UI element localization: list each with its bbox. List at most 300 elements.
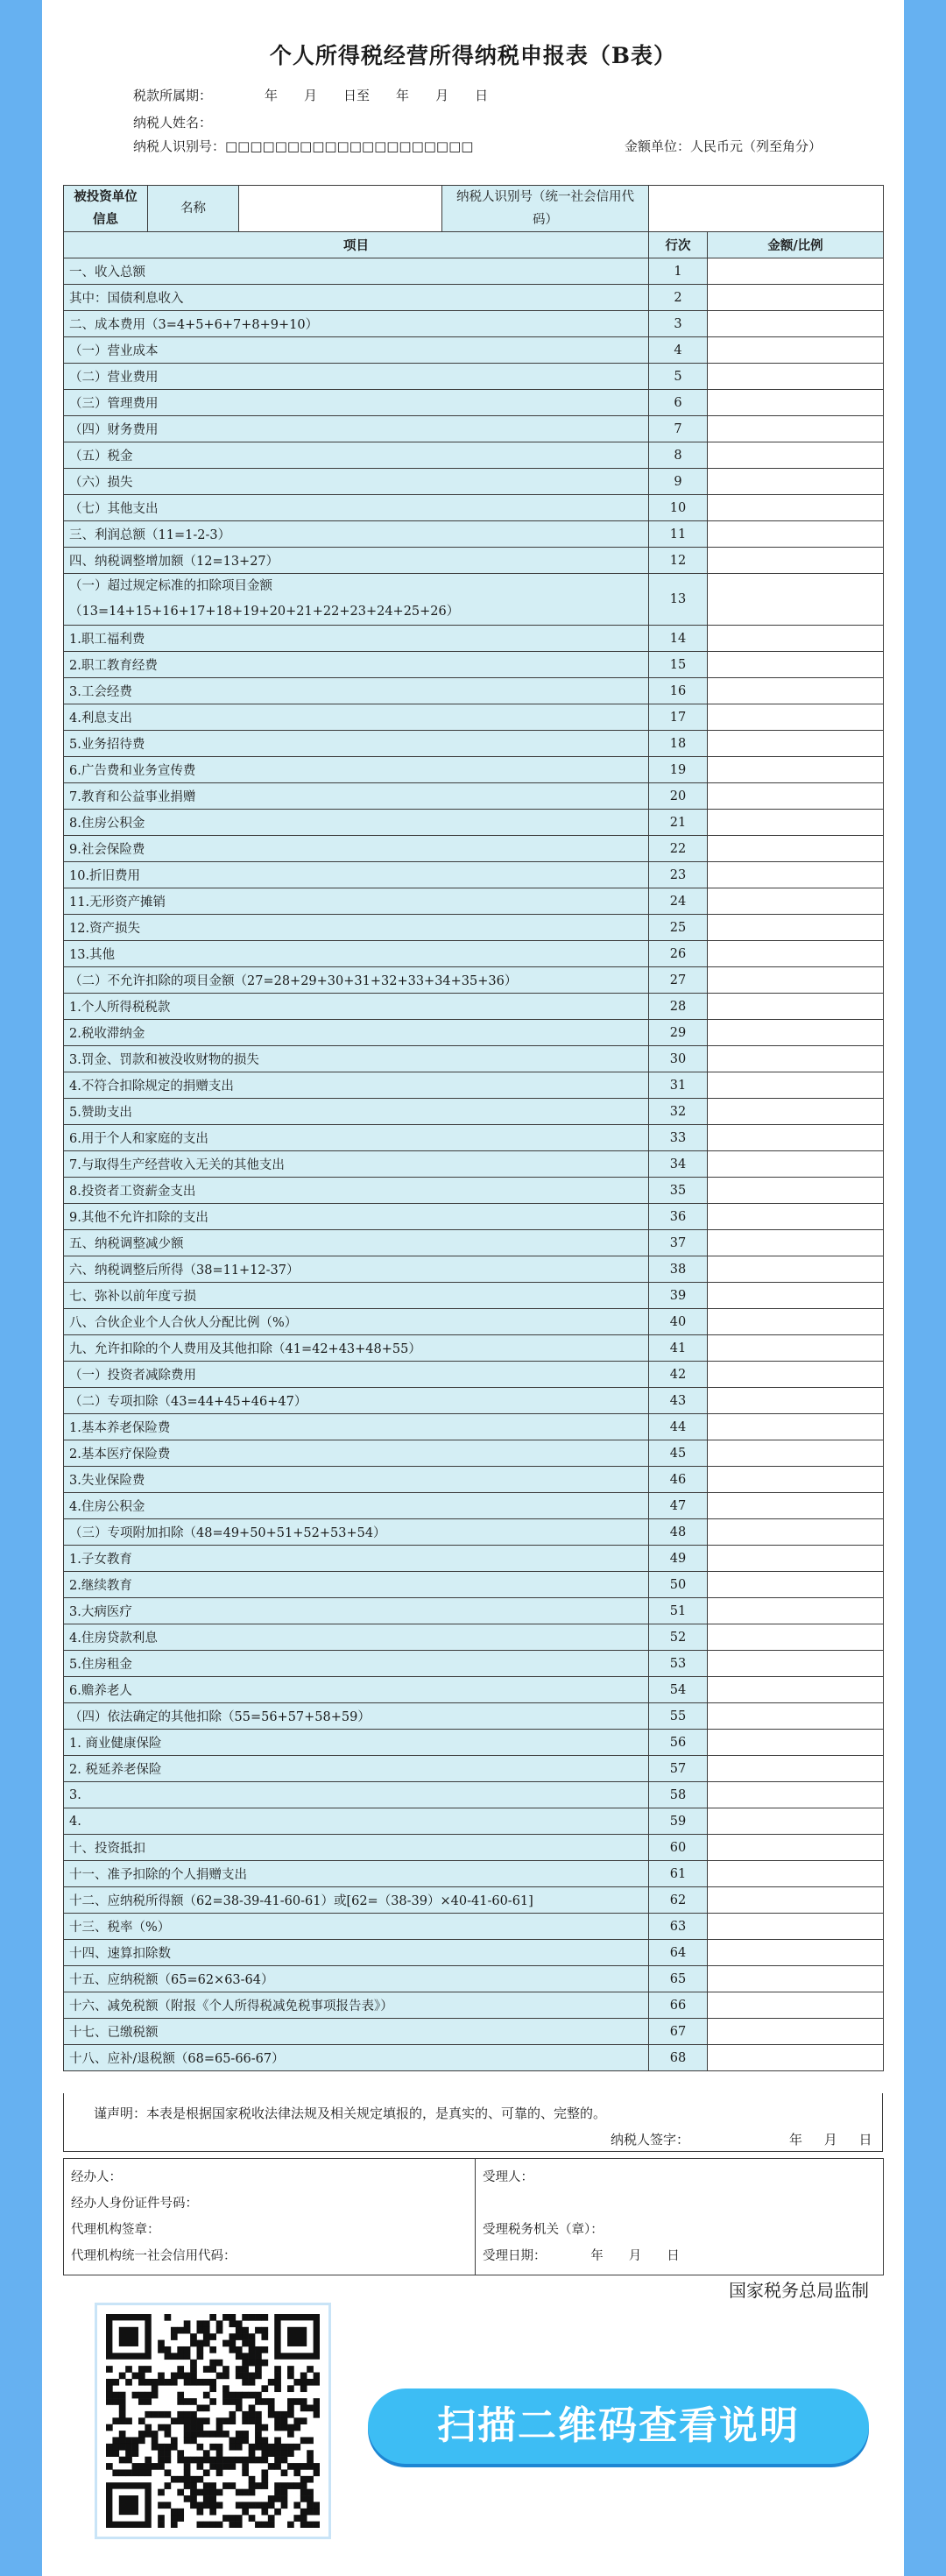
row-line-number: 29 [649, 1020, 708, 1046]
row-label: （二）不允许扣除的项目金额（27=28+29+30+31+32+33+34+35+36） [64, 967, 649, 994]
row-amount-field[interactable] [708, 704, 884, 731]
row-amount-field[interactable] [708, 1230, 884, 1256]
row-amount-field[interactable] [708, 1362, 884, 1388]
qr-module [165, 2502, 172, 2509]
qr-module [112, 2437, 119, 2444]
row-label: 9.其他不允许扣除的支出 [64, 1204, 649, 1230]
row-amount-field[interactable] [708, 1335, 884, 1362]
row-amount-field[interactable] [708, 967, 884, 994]
qr-module [119, 2457, 126, 2464]
qr-module [132, 2444, 139, 2451]
row-amount-field[interactable] [708, 1966, 884, 1992]
row-amount-field[interactable] [708, 1730, 884, 1756]
period-field-4: 月 [435, 88, 449, 103]
qr-module [132, 2469, 139, 2476]
qr-module [197, 2489, 204, 2496]
qr-module [209, 2457, 216, 2464]
qr-module [165, 2379, 172, 2386]
qr-module [184, 2457, 191, 2464]
row-label: 3.罚金、罚款和被没收财物的损失 [64, 1046, 649, 1072]
row-amount-field[interactable] [708, 1020, 884, 1046]
row-amount-field[interactable] [708, 1598, 884, 1624]
row-amount-field[interactable] [708, 1467, 884, 1493]
qr-module [293, 2398, 300, 2405]
qr-module [165, 2450, 172, 2457]
qr-module [184, 2437, 191, 2444]
row-amount-field[interactable] [708, 1835, 884, 1861]
receiver-label[interactable]: 受理人： [483, 2170, 533, 2184]
qr-module [255, 2411, 262, 2418]
qr-module [242, 2489, 249, 2496]
row-amount-field[interactable] [708, 1046, 884, 1072]
qr-module [106, 2366, 113, 2373]
row-amount-field[interactable] [708, 810, 884, 836]
row-amount-field[interactable] [708, 1388, 884, 1414]
qr-module [249, 2450, 256, 2457]
qr-module [184, 2431, 191, 2438]
qr-module [274, 2379, 281, 2386]
row-line-number: 18 [649, 731, 708, 757]
row-amount-field[interactable] [708, 862, 884, 888]
qr-module [229, 2333, 236, 2340]
row-line-number: 3 [649, 311, 708, 337]
row-amount-field[interactable] [708, 337, 884, 364]
qr-module [242, 2431, 249, 2438]
qr-module [209, 2379, 216, 2386]
row-line-number: 13 [649, 574, 708, 626]
qr-module [249, 2340, 256, 2347]
qr-module [249, 2502, 256, 2509]
row-label: 一、收入总额 [64, 258, 649, 285]
qr-module [300, 2476, 307, 2483]
row-line-number: 44 [649, 1414, 708, 1440]
row-amount-field[interactable] [708, 1519, 884, 1546]
qr-module [281, 2495, 288, 2502]
qr-module [125, 2444, 132, 2451]
qr-module [236, 2431, 243, 2438]
qr-module [190, 2489, 197, 2496]
row-line-number: 55 [649, 1703, 708, 1730]
qr-module [300, 2379, 307, 2386]
qr-module [229, 2522, 236, 2528]
qr-module [236, 2320, 243, 2327]
row-label: 6.赡养老人 [64, 1677, 649, 1703]
row-amount-field[interactable] [708, 2019, 884, 2045]
qr-module [274, 2450, 281, 2457]
qr-module [293, 2469, 300, 2476]
row-amount-field[interactable] [708, 1493, 884, 1519]
qr-module [255, 2314, 262, 2321]
row-label: 8.住房公积金 [64, 810, 649, 836]
qr-module [249, 2457, 256, 2464]
qr-module [249, 2476, 256, 2483]
qr-module [138, 2463, 145, 2470]
qr-module [112, 2444, 119, 2451]
form-row [64, 1598, 884, 1624]
form-row [64, 967, 884, 994]
form-row [64, 390, 884, 416]
row-label: 3.大病医疗 [64, 1598, 649, 1624]
form-row [64, 1703, 884, 1730]
qr-module [184, 2327, 191, 2334]
form-row [64, 1651, 884, 1677]
row-amount-field[interactable] [708, 1782, 884, 1808]
qr-module [216, 2502, 223, 2509]
row-amount-field[interactable] [708, 1703, 884, 1730]
qr-module [229, 2320, 236, 2327]
qr-module [314, 2522, 320, 2528]
qr-module [242, 2327, 249, 2334]
qr-module [236, 2457, 243, 2464]
qr-module [184, 2346, 191, 2353]
qr-module [287, 2405, 294, 2412]
row-amount-field[interactable] [708, 1677, 884, 1703]
qr-module [209, 2333, 216, 2340]
qr-module [314, 2398, 320, 2405]
qr-module [249, 2373, 256, 2380]
qr-module [249, 2346, 256, 2353]
row-amount-field[interactable] [708, 311, 884, 337]
form-row [64, 469, 884, 495]
scan-qr-button[interactable]: 扫描二维码查看说明 [368, 2388, 869, 2464]
row-amount-field[interactable] [708, 1309, 884, 1335]
row-amount-field[interactable] [708, 1283, 884, 1309]
row-line-number: 48 [649, 1519, 708, 1546]
form-row [64, 704, 884, 731]
row-amount-field[interactable] [708, 469, 884, 495]
row-label: 6.广告费和业务宣传费 [64, 757, 649, 783]
qr-module [287, 2522, 294, 2528]
row-amount-field[interactable] [708, 1887, 884, 1914]
qr-module [222, 2457, 229, 2464]
qr-module [197, 2340, 204, 2347]
row-line-number: 6 [649, 390, 708, 416]
row-amount-field[interactable] [708, 285, 884, 311]
qr-module [203, 2366, 210, 2373]
row-label: （二）营业费用 [64, 364, 649, 390]
agent-label[interactable]: 经办人： [71, 2170, 122, 2184]
row-label: 1.子女教育 [64, 1546, 649, 1572]
row-line-number: 49 [649, 1546, 708, 1572]
investee-name-field[interactable] [239, 186, 442, 232]
row-amount-field[interactable] [708, 1624, 884, 1651]
row-amount-field[interactable] [708, 1914, 884, 1940]
row-amount-field[interactable] [708, 442, 884, 469]
qr-module [132, 2373, 139, 2380]
row-amount-field[interactable] [708, 1440, 884, 1467]
qr-module [203, 2482, 210, 2489]
qr-module [209, 2495, 216, 2502]
row-amount-field[interactable] [708, 1151, 884, 1178]
taxpayer-id-label: 纳税人识别号：□□□□□□□□□□□□□□□□□□□□ [133, 138, 474, 154]
qr-module [314, 2509, 320, 2516]
qr-module [293, 2482, 300, 2489]
qr-module [222, 2482, 229, 2489]
qr-module [242, 2392, 249, 2399]
qr-module [190, 2502, 197, 2509]
qr-module [236, 2366, 243, 2373]
currency-unit-label: 金额单位：人民币元（列至角分） [625, 138, 822, 154]
form-row [64, 2019, 884, 2045]
row-amount-field[interactable] [708, 1651, 884, 1677]
row-amount-field[interactable] [708, 258, 884, 285]
qr-module [171, 2353, 178, 2360]
qr-module [307, 2457, 314, 2464]
investee-taxid-field[interactable] [649, 186, 884, 232]
qr-module [222, 2431, 229, 2438]
qr-module [268, 2522, 275, 2528]
row-line-number: 66 [649, 1992, 708, 2019]
row-amount-field[interactable] [708, 1572, 884, 1598]
form-row [64, 1782, 884, 1808]
row-label: 十、投资抵扣 [64, 1835, 649, 1861]
row-amount-field[interactable] [708, 652, 884, 678]
qr-module [152, 2463, 159, 2470]
row-label: 2.继续教育 [64, 1572, 649, 1598]
qr-module [255, 2457, 262, 2464]
qr-module [249, 2353, 256, 2360]
qr-module [203, 2502, 210, 2509]
qr-module [145, 2366, 152, 2373]
row-line-number: 34 [649, 1151, 708, 1178]
qr-module [300, 2373, 307, 2380]
form-row [64, 731, 884, 757]
qr-module [119, 2411, 126, 2418]
row-amount-field[interactable] [708, 1099, 884, 1125]
investee-taxid-label: 纳税人识别号（统一社会信用代码） [442, 186, 649, 232]
qr-module [197, 2379, 204, 2386]
row-line-number: 7 [649, 416, 708, 442]
row-amount-field[interactable] [708, 1178, 884, 1204]
row-amount-field[interactable] [708, 1861, 884, 1887]
qr-module [190, 2398, 197, 2405]
agency-credit-code-label[interactable]: 代理机构统一社会信用代码： [71, 2249, 236, 2263]
row-label: （七）其他支出 [64, 495, 649, 521]
qr-module [125, 2417, 132, 2424]
qr-module [249, 2489, 256, 2496]
row-amount-field[interactable] [708, 941, 884, 967]
form-row [64, 1624, 884, 1651]
row-label: 4.不符合扣除规定的捐赠支出 [64, 1072, 649, 1099]
qr-module [184, 2398, 191, 2405]
qr-module [261, 2333, 268, 2340]
form-row [64, 285, 884, 311]
qr-module [125, 2469, 132, 2476]
form-row [64, 652, 884, 678]
qr-module [106, 2392, 113, 2399]
qr-module [203, 2522, 210, 2528]
row-line-number: 17 [649, 704, 708, 731]
row-amount-field[interactable] [708, 836, 884, 862]
qr-module [177, 2515, 184, 2522]
qr-module [165, 2444, 172, 2451]
period-label: 税款所属期： [133, 88, 213, 103]
form-row [64, 1125, 884, 1151]
qr-module [203, 2417, 210, 2424]
qr-finder-pattern [287, 2327, 307, 2346]
row-amount-field[interactable] [708, 1256, 884, 1283]
qr-module [255, 2360, 262, 2367]
row-amount-field[interactable] [708, 1125, 884, 1151]
qr-module [236, 2392, 243, 2399]
qr-finder-pattern [119, 2327, 138, 2346]
qr-module [119, 2437, 126, 2444]
row-amount-field[interactable] [708, 757, 884, 783]
agent-info-cell [64, 2159, 476, 2275]
qr-module [287, 2366, 294, 2373]
form-row [64, 626, 884, 652]
qr-module [261, 2385, 268, 2392]
qr-module [106, 2424, 113, 2431]
qr-module [314, 2405, 320, 2412]
qr-module [138, 2469, 145, 2476]
qr-module [222, 2385, 229, 2392]
qr-code[interactable] [95, 2303, 331, 2539]
receiver-info-cell [476, 2159, 884, 2275]
form-row [64, 915, 884, 941]
form-row [64, 311, 884, 337]
qr-module [236, 2398, 243, 2405]
row-label: 9.社会保险费 [64, 836, 649, 862]
qr-module [171, 2417, 178, 2424]
row-amount-field[interactable] [708, 731, 884, 757]
qr-module [190, 2366, 197, 2373]
form-row [64, 1099, 884, 1125]
qr-module [255, 2373, 262, 2380]
qr-module [249, 2314, 256, 2321]
row-amount-field[interactable] [708, 2045, 884, 2071]
qr-module [261, 2424, 268, 2431]
row-line-number: 39 [649, 1283, 708, 1309]
row-amount-field[interactable] [708, 1808, 884, 1835]
form-row [64, 1072, 884, 1099]
qr-module [274, 2373, 281, 2380]
qr-module [112, 2398, 119, 2405]
qr-module [177, 2417, 184, 2424]
row-label: 二、成本费用（3=4+5+6+7+8+9+10） [64, 311, 649, 337]
row-line-number: 46 [649, 1467, 708, 1493]
qr-module [177, 2411, 184, 2418]
qr-module [268, 2398, 275, 2405]
qr-module [249, 2360, 256, 2367]
qr-module [287, 2398, 294, 2405]
row-amount-field[interactable] [708, 888, 884, 915]
signature-label[interactable]: 纳税人签字： [611, 2132, 690, 2148]
row-amount-field[interactable] [708, 1992, 884, 2019]
qr-module [249, 2515, 256, 2522]
agent-id-label[interactable]: 经办人身份证件号码： [71, 2197, 198, 2211]
qr-module [209, 2314, 216, 2321]
qr-module [171, 2437, 178, 2444]
row-amount-field[interactable] [708, 626, 884, 652]
row-amount-field[interactable] [708, 390, 884, 416]
qr-module [106, 2450, 113, 2457]
row-amount-field[interactable] [708, 994, 884, 1020]
row-amount-field[interactable] [708, 1756, 884, 1782]
qr-module [184, 2373, 191, 2380]
row-label: （三）管理费用 [64, 390, 649, 416]
row-label: 十三、税率（%） [64, 1914, 649, 1940]
qr-module [281, 2502, 288, 2509]
qr-module [293, 2515, 300, 2522]
receiving-authority-label[interactable]: 受理税务机关（章）： [483, 2223, 604, 2237]
row-amount-field[interactable] [708, 574, 884, 626]
qr-module [184, 2379, 191, 2386]
row-line-number: 59 [649, 1808, 708, 1835]
row-line-number: 35 [649, 1178, 708, 1204]
form-row [64, 1677, 884, 1703]
row-amount-field[interactable] [708, 1204, 884, 1230]
qr-module [268, 2405, 275, 2412]
qr-module [138, 2431, 145, 2438]
declaration-box [63, 2093, 883, 2152]
qr-module [229, 2340, 236, 2347]
row-amount-field[interactable] [708, 915, 884, 941]
qr-module [119, 2417, 126, 2424]
row-line-number: 57 [649, 1756, 708, 1782]
row-amount-field[interactable] [708, 416, 884, 442]
row-amount-field[interactable] [708, 1546, 884, 1572]
row-line-number: 54 [649, 1677, 708, 1703]
agency-seal-label[interactable]: 代理机构签章： [71, 2223, 160, 2237]
qr-module [145, 2431, 152, 2438]
row-amount-field[interactable] [708, 521, 884, 548]
qr-module [249, 2482, 256, 2489]
qr-module [268, 2379, 275, 2386]
period-field-5: 日 [475, 88, 489, 103]
row-amount-field[interactable] [708, 548, 884, 574]
row-line-number: 42 [649, 1362, 708, 1388]
form-row [64, 337, 884, 364]
qr-module [145, 2379, 152, 2386]
row-amount-field[interactable] [708, 1414, 884, 1440]
form-row [64, 888, 884, 915]
qr-module [300, 2515, 307, 2522]
qr-module [125, 2450, 132, 2457]
qr-module [281, 2482, 288, 2489]
qr-module [255, 2444, 262, 2451]
row-label: （一）投资者减除费用 [64, 1362, 649, 1388]
row-amount-field[interactable] [708, 364, 884, 390]
qr-module [209, 2366, 216, 2373]
row-amount-field[interactable] [708, 1940, 884, 1966]
qr-module [165, 2411, 172, 2418]
form-row [64, 1335, 884, 1362]
qr-module [307, 2495, 314, 2502]
qr-module [287, 2411, 294, 2418]
qr-module [197, 2522, 204, 2528]
qr-module [152, 2392, 159, 2399]
qr-module [222, 2515, 229, 2522]
row-label: 6.用于个人和家庭的支出 [64, 1125, 649, 1151]
qr-module [203, 2431, 210, 2438]
qr-module [177, 2346, 184, 2353]
qr-module [222, 2373, 229, 2380]
qr-module [242, 2314, 249, 2321]
qr-module [216, 2469, 223, 2476]
qr-module [249, 2411, 256, 2418]
row-amount-field[interactable] [708, 495, 884, 521]
row-label: （二）专项扣除（43=44+45+46+47） [64, 1388, 649, 1414]
qr-module [222, 2392, 229, 2399]
qr-module [274, 2463, 281, 2470]
row-amount-field[interactable] [708, 678, 884, 704]
row-amount-field[interactable] [708, 783, 884, 810]
qr-module [112, 2379, 119, 2386]
row-amount-field[interactable] [708, 1072, 884, 1099]
receiving-date-label[interactable]: 受理日期： 年 月 日 [483, 2249, 680, 2263]
qr-module [307, 2522, 314, 2528]
